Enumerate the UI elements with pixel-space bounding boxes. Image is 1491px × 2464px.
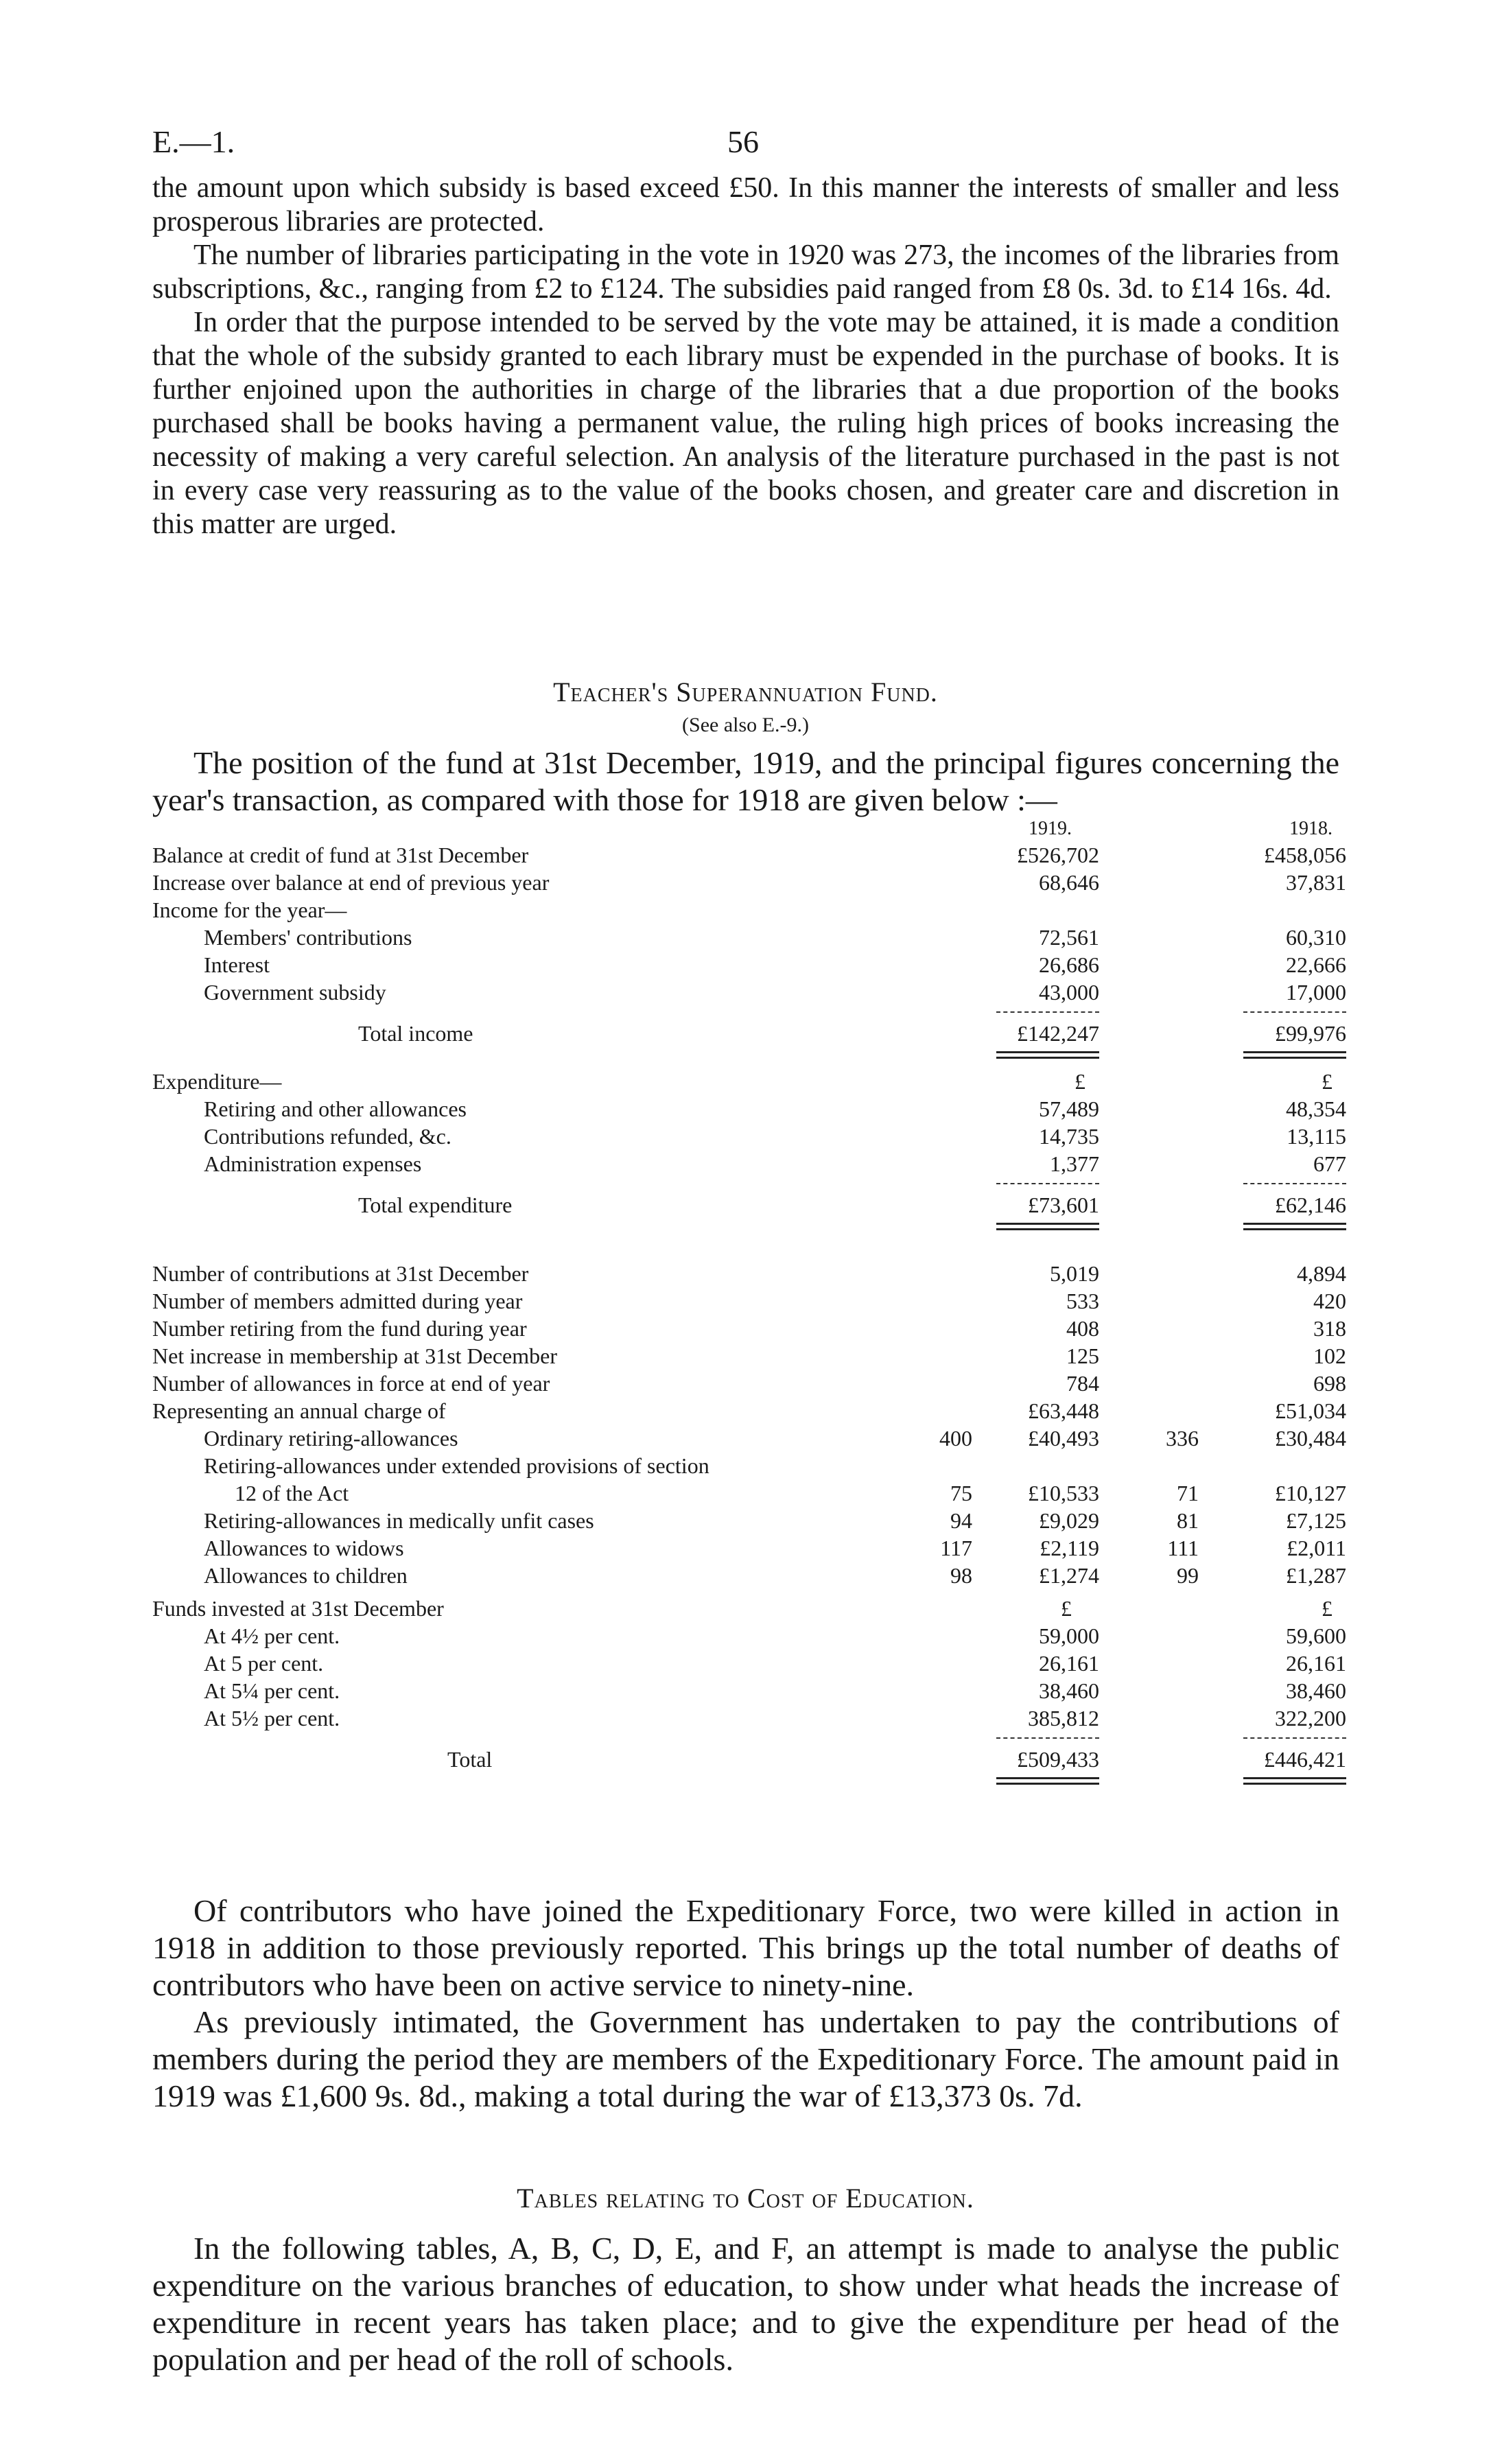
total-double-rule (996, 1223, 1099, 1230)
subtotal-rule (1243, 1011, 1346, 1013)
value-1918: £30,484 (1275, 1426, 1346, 1451)
value-1918: £7,125 (1286, 1508, 1346, 1533)
table-row-balance (152, 841, 1346, 869)
row-label: Retiring-allowances under extended provisions of section (204, 1453, 709, 1478)
count-1918: 81 (1177, 1508, 1199, 1533)
value-1918: 420 (1313, 1289, 1346, 1313)
value-1918: 48,354 (1286, 1096, 1346, 1121)
value-1919: 26,161 (1039, 1651, 1099, 1676)
total-double-rule (996, 1777, 1099, 1785)
section-label: Funds invested at 31st December (152, 1596, 444, 1621)
count-1919: 75 (950, 1481, 972, 1505)
row-label: At 5 per cent. (204, 1651, 324, 1676)
intro-paragraph-2: The number of libraries participating in the vote in 1920 was 273, the incomes of the libraries from subscriptions, &c., ranging from £2 to £124. The subsidies paid ranged from £8 0s. 3d. to £14 16s. 4d. (152, 239, 1339, 305)
value-1918: £99,976 (1275, 1021, 1346, 1046)
rule-row (152, 1047, 1346, 1068)
intro-paragraph-1: the amount upon which subsidy is based exceed £50. In this manner the interests of smaller and less prosperous libraries are protected. (152, 172, 1339, 237)
table-row (152, 1287, 1346, 1315)
currency-1919: £ (1061, 1596, 1072, 1621)
value-1919: 59,000 (1039, 1623, 1099, 1648)
rule-row (152, 1773, 1346, 1794)
row-label: Number retiring from the fund during year (152, 1316, 527, 1341)
table-row (152, 1622, 1346, 1650)
value-1918: 13,115 (1287, 1124, 1346, 1149)
subtotal-rule (1243, 1737, 1346, 1739)
row-label: Allowances to children (204, 1563, 408, 1588)
row-label: Representing an annual charge of (152, 1398, 446, 1423)
value-1918: 26,161 (1286, 1651, 1346, 1676)
table-row (152, 924, 1346, 951)
value-1918: 4,894 (1297, 1261, 1346, 1286)
row-label-continued: 12 of the Act (235, 1481, 349, 1505)
total-double-rule (1243, 1051, 1346, 1059)
row-label: Allowances to widows (204, 1536, 404, 1560)
count-1919: 98 (950, 1563, 972, 1588)
row-label: At 5¼ per cent. (204, 1678, 340, 1703)
table-row (152, 1342, 1346, 1370)
outro-paragraph-1: Of contributors who have joined the Expeditionary Force, two were killed in action in 1918 in addition to those previously reported. This brings up the total number of deaths of contributors who have been on active service to ninety-nine. (152, 1893, 1339, 2002)
count-1918: 336 (1166, 1426, 1199, 1451)
row-label: Total expenditure (358, 1193, 513, 1217)
count-1918: 111 (1167, 1536, 1199, 1560)
value-1919: £73,601 (1028, 1193, 1099, 1217)
row-label: At 4½ per cent. (204, 1623, 340, 1648)
intro-text (152, 172, 1339, 541)
value-1919: 38,460 (1039, 1678, 1099, 1703)
value-1919: £1,274 (1039, 1563, 1099, 1588)
table-row (152, 1424, 1346, 1452)
count-1918: 99 (1177, 1563, 1199, 1588)
col-1918: 1918. (1289, 818, 1332, 839)
table-row-total (152, 1746, 1346, 1773)
count-1919: 117 (940, 1536, 972, 1560)
section-label: Expenditure— (152, 1069, 282, 1094)
table-row (152, 1150, 1346, 1177)
fund-heading: Teacher's Superannuation Fund. (553, 677, 938, 707)
table-column-headers (152, 817, 1346, 841)
value-1919: £10,533 (1028, 1481, 1099, 1505)
funds-label-row (152, 1595, 1346, 1622)
page-number: 56 (727, 124, 759, 159)
table-row (152, 1534, 1346, 1562)
table-row (152, 1370, 1346, 1397)
value-1919: £142,247 (1017, 1021, 1099, 1046)
cost-heading: Tables relating to Cost of Education. (517, 2183, 974, 2214)
page-header-code: E.—1. (152, 124, 235, 159)
row-label: Net increase in membership at 31st December (152, 1344, 557, 1368)
income-label-row (152, 896, 1346, 924)
fund-table (152, 817, 1346, 1794)
total-double-rule (1243, 1223, 1346, 1230)
value-1918: £2,011 (1287, 1536, 1346, 1560)
value-1918: 102 (1313, 1344, 1346, 1368)
value-1919: 14,735 (1039, 1124, 1099, 1149)
rule-row (152, 1006, 1346, 1020)
spacer (152, 1239, 1346, 1260)
total-double-rule (996, 1051, 1099, 1059)
row-label: Number of contributions at 31st December (152, 1261, 529, 1286)
table-row (152, 1507, 1346, 1534)
subtotal-rule (996, 1011, 1099, 1013)
table-row (152, 978, 1346, 1006)
row-label: Total (447, 1747, 493, 1772)
table-row (152, 1095, 1346, 1123)
cost-paragraph-1: In the following tables, A, B, C, D, E, and F, an attempt is made to analyse the public expenditure on the various branches of education, to show under what heads the increase of expenditure in recent years has taken place; and to give the expenditure per head of the population and per head of the roll of schools. (152, 2231, 1339, 2377)
table-row-total-expenditure (152, 1191, 1346, 1219)
value-1919: £40,493 (1028, 1426, 1099, 1451)
rule-row (152, 1219, 1346, 1239)
row-label: Government subsidy (204, 980, 386, 1005)
section-label: Income for the year— (152, 897, 347, 922)
count-1919: 94 (950, 1508, 972, 1533)
count-1919: 400 (939, 1426, 972, 1451)
value-1918: £1,287 (1286, 1563, 1346, 1588)
outro-text (152, 1892, 1339, 2115)
value-1918: 38,460 (1286, 1678, 1346, 1703)
value-1919: 68,646 (1039, 870, 1099, 895)
table-row (152, 1123, 1346, 1150)
table-row (152, 1677, 1346, 1704)
value-1919: £526,702 (1017, 843, 1099, 867)
row-label: Number of allowances in force at end of year (152, 1371, 550, 1396)
value-1919: 385,812 (1028, 1706, 1099, 1730)
row-label: Retiring-allowances in medically unfit cases (204, 1508, 594, 1533)
table-row (152, 1315, 1346, 1342)
value-1918: £458,056 (1264, 843, 1346, 867)
row-label: Ordinary retiring-allowances (204, 1426, 458, 1451)
table-row (152, 1562, 1346, 1589)
value-1919: £2,119 (1040, 1536, 1099, 1560)
table-row-total-income (152, 1020, 1346, 1047)
value-1918: 698 (1313, 1371, 1346, 1396)
rule-row (152, 1177, 1346, 1191)
value-1919: 533 (1066, 1289, 1099, 1313)
table-row (152, 1452, 1346, 1479)
fund-intro (152, 744, 1339, 819)
value-1919: 57,489 (1039, 1096, 1099, 1121)
value-1918: 677 (1313, 1151, 1346, 1176)
cost-text (152, 2230, 1339, 2378)
rule-row (152, 1732, 1346, 1746)
value-1918: £10,127 (1275, 1481, 1346, 1505)
currency-1919: £ (1075, 1069, 1085, 1094)
row-label: At 5½ per cent. (204, 1706, 340, 1730)
fund-intro-text: The position of the fund at 31st December, 1919, and the principal figures concerning the year's transaction, as compared with those for 1918 are given below :— (152, 745, 1339, 817)
table-row (152, 1650, 1346, 1677)
value-1918: 60,310 (1286, 925, 1346, 950)
expenditure-label-row (152, 1068, 1346, 1095)
table-row (152, 1397, 1346, 1424)
row-label: Contributions refunded, &c. (204, 1124, 451, 1149)
value-1919: 408 (1066, 1316, 1099, 1341)
value-1919: 72,561 (1039, 925, 1099, 950)
currency-1918: £ (1322, 1596, 1332, 1621)
value-1919: 43,000 (1039, 980, 1099, 1005)
outro-paragraph-2: As previously intimated, the Government has undertaken to pay the contributions of members during the period they are members of the Expeditionary Force. The amount paid in 1919 was £1,600 9s. 8d., making a total during the war of £13,373 0s. 7d. (152, 2004, 1339, 2113)
subtotal-rule (996, 1183, 1099, 1184)
count-1918: 71 (1177, 1481, 1199, 1505)
intro-paragraph-3: In order that the purpose intended to be served by the vote may be attained, it is made a condition that the whole of the subsidy granted to each library must be expended in the purchase of books. It is further enjoined upon the authorities in charge of the libraries that a due proportion of the books purchased shall be books having a permanent value, the ruling high prices of books increasing the necessity of making a very careful selection. An analysis of the literature purchased in the past is not in every case very reassuring as to the value of the books chosen, and greater care and discretion in this matter are urged. (152, 307, 1339, 540)
col-1919: 1919. (1029, 818, 1072, 839)
value-1918: 322,200 (1275, 1706, 1346, 1730)
fund-see-also: (See also E.-9.) (682, 714, 809, 736)
value-1919: 1,377 (1050, 1151, 1099, 1176)
total-double-rule (1243, 1777, 1346, 1785)
value-1918: 17,000 (1286, 980, 1346, 1005)
currency-1918: £ (1322, 1069, 1332, 1094)
value-1918: 59,600 (1286, 1623, 1346, 1648)
table-row (152, 1479, 1346, 1507)
table-row (152, 1704, 1346, 1732)
table-row (152, 951, 1346, 978)
subtotal-rule (1243, 1183, 1346, 1184)
row-label: Retiring and other allowances (204, 1096, 467, 1121)
value-1918: 22,666 (1286, 952, 1346, 977)
value-1919: £9,029 (1039, 1508, 1099, 1533)
value-1918: £62,146 (1275, 1193, 1346, 1217)
value-1919: 784 (1066, 1371, 1099, 1396)
value-1919: 125 (1066, 1344, 1099, 1368)
table-row-increase (152, 869, 1346, 896)
row-label: Increase over balance at end of previous year (152, 870, 550, 895)
value-1919: 26,686 (1039, 952, 1099, 977)
row-label: Administration expenses (204, 1151, 422, 1176)
table-row (152, 1260, 1346, 1287)
value-1918: £446,421 (1264, 1747, 1346, 1772)
row-label: Total income (358, 1021, 473, 1046)
value-1919: 5,019 (1050, 1261, 1099, 1286)
row-label: Number of members admitted during year (152, 1289, 523, 1313)
value-1918: 37,831 (1286, 870, 1346, 895)
value-1918: £51,034 (1275, 1398, 1346, 1423)
row-label: Interest (204, 952, 270, 977)
row-label: Balance at credit of fund at 31st December (152, 843, 529, 867)
subtotal-rule (996, 1737, 1099, 1739)
row-label: Members' contributions (204, 925, 412, 950)
value-1919: £509,433 (1017, 1747, 1099, 1772)
value-1919: £63,448 (1028, 1398, 1099, 1423)
value-1918: 318 (1313, 1316, 1346, 1341)
